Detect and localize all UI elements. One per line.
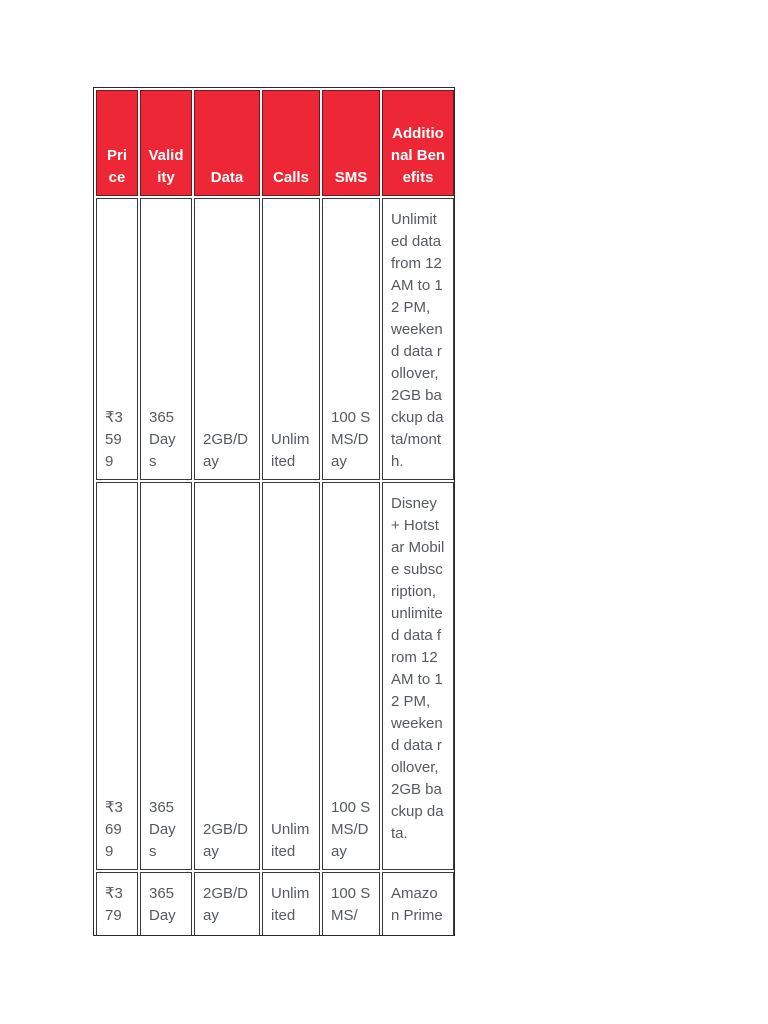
cell-validity: 365 Day	[140, 872, 192, 936]
cell-benefits: Amazon Prime	[382, 872, 454, 936]
cell-data: 2GB/Day	[194, 482, 260, 870]
header-additional-benefits: Additional Benefits	[382, 90, 454, 196]
cell-price: ₹3699	[96, 482, 138, 870]
header-price: Price	[96, 90, 138, 196]
table-row	[96, 482, 454, 870]
header-calls: Calls	[262, 90, 320, 196]
header-data: Data	[194, 90, 260, 196]
cell-validity: 365 Days	[140, 198, 192, 480]
cell-benefits: Unlimited data from 12 AM to 12 PM, weekend data rollover, 2GB backup data/month.	[382, 198, 454, 480]
header-validity: Validity	[140, 90, 192, 196]
cell-price: ₹3599	[96, 198, 138, 480]
cell-calls: Unlimited	[262, 482, 320, 870]
plans-table-container	[93, 87, 455, 936]
cell-benefits: Disney + Hotstar Mobile subscription, unlimited data from 12 AM to 12 PM, weekend data rollover, 2GB backup data.	[382, 482, 454, 870]
cell-data: 2GB/Day	[194, 872, 260, 936]
header-sms: SMS	[322, 90, 380, 196]
cell-price: ₹379	[96, 872, 138, 936]
table-header-row	[96, 90, 454, 196]
cell-data: 2GB/Day	[194, 198, 260, 480]
table-row	[96, 198, 454, 480]
cell-calls: Unlimited	[262, 198, 320, 480]
table-row	[96, 872, 454, 936]
cell-calls: Unlimited	[262, 872, 320, 936]
cell-sms: 100 SMS/Day	[322, 482, 380, 870]
cell-validity: 365 Days	[140, 482, 192, 870]
cell-sms: 100 SMS/	[322, 872, 380, 936]
plans-table	[94, 88, 455, 936]
cell-sms: 100 SMS/Day	[322, 198, 380, 480]
